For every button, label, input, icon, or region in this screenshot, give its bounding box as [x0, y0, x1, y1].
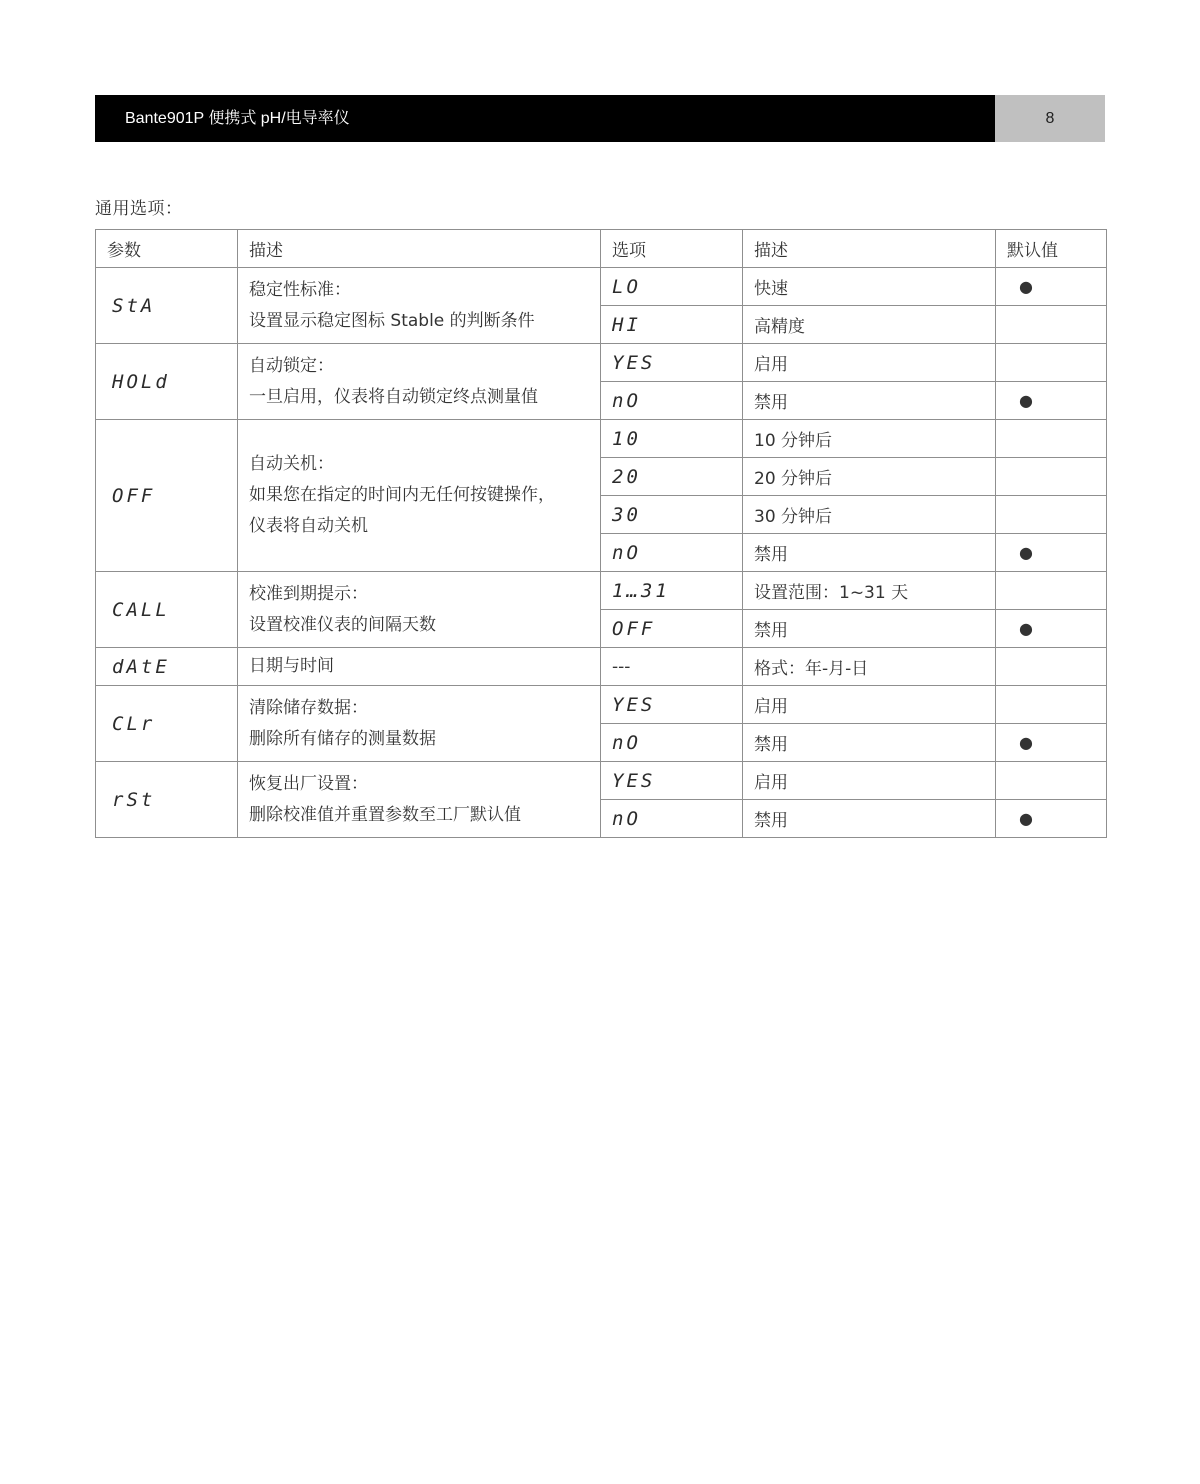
option-code-cell — [601, 534, 743, 572]
option-description: 10 分钟后 — [743, 420, 996, 458]
document-title: Bante901P 便携式 pH/电导率仪 — [95, 95, 995, 142]
default-cell — [996, 268, 1107, 306]
default-marker: ● — [1019, 276, 1033, 296]
default-cell — [996, 534, 1107, 572]
option-code: nO — [612, 731, 641, 754]
option-code-cell — [601, 382, 743, 420]
param-code: HOLd — [112, 370, 170, 393]
option-description: 高精度 — [743, 306, 996, 344]
option-code: --- — [612, 656, 631, 677]
column-header-description: 描述 — [238, 230, 601, 268]
default-cell — [996, 724, 1107, 762]
default-cell — [996, 762, 1107, 800]
option-code-cell — [601, 686, 743, 724]
description-line: 恢复出厂设置： — [249, 773, 368, 794]
default-marker: ● — [1019, 808, 1033, 828]
page-number: 8 — [995, 95, 1105, 142]
default-cell — [996, 458, 1107, 496]
description-line: 校准到期提示： — [249, 583, 368, 604]
description-line: 设置显示稳定图标 Stable 的判断条件 — [249, 310, 535, 331]
param-cell — [96, 420, 238, 572]
option-code-cell — [601, 306, 743, 344]
default-cell — [996, 800, 1107, 838]
table-row — [96, 686, 1107, 724]
option-description: 启用 — [743, 762, 996, 800]
page-header — [95, 95, 1105, 142]
default-cell — [996, 686, 1107, 724]
option-code-cell — [601, 724, 743, 762]
option-description: 快速 — [743, 268, 996, 306]
table-body — [96, 268, 1107, 838]
table-row — [96, 344, 1107, 382]
description-line: 稳定性标准： — [249, 279, 351, 300]
option-code-cell — [601, 610, 743, 648]
column-header-param: 参数 — [96, 230, 238, 268]
param-cell — [96, 648, 238, 686]
param-description — [249, 769, 600, 831]
column-header-option-description: 描述 — [743, 230, 996, 268]
option-code-cell — [601, 762, 743, 800]
default-marker: ● — [1019, 618, 1033, 638]
table-row — [96, 648, 1107, 686]
param-description-cell — [238, 344, 601, 420]
description-line: 自动关机： — [249, 454, 334, 474]
description-line: 删除校准值并重置参数至工厂默认值 — [249, 804, 521, 825]
param-description — [249, 351, 600, 413]
param-description-cell — [238, 268, 601, 344]
default-cell — [996, 496, 1107, 534]
option-code: YES — [612, 351, 656, 374]
option-code-cell — [601, 268, 743, 306]
option-code: 10 — [612, 427, 641, 450]
default-cell — [996, 420, 1107, 458]
option-description: 20 分钟后 — [743, 458, 996, 496]
section-title: 通用选项： — [95, 199, 183, 219]
option-code-cell — [601, 420, 743, 458]
option-description: 启用 — [743, 344, 996, 382]
option-description: 禁用 — [743, 382, 996, 420]
option-code: nO — [612, 389, 641, 412]
default-cell — [996, 306, 1107, 344]
param-description — [249, 693, 600, 755]
param-code: OFF — [112, 484, 156, 507]
param-cell — [96, 762, 238, 838]
param-cell — [96, 344, 238, 420]
option-code: YES — [612, 693, 656, 716]
option-code-cell — [601, 800, 743, 838]
param-code: StA — [112, 294, 156, 317]
param-description-cell — [238, 686, 601, 762]
description-line: 自动锁定： — [249, 355, 334, 376]
option-description: 禁用 — [743, 800, 996, 838]
option-code: YES — [612, 769, 656, 792]
param-code: dAtE — [112, 655, 170, 678]
options-table — [95, 229, 1107, 838]
option-code: HI — [612, 313, 641, 336]
option-description: 禁用 — [743, 610, 996, 648]
option-code-cell — [601, 572, 743, 610]
description-line: 一旦启用，仪表将自动锁定终点测量值 — [249, 386, 538, 407]
option-description: 30 分钟后 — [743, 496, 996, 534]
option-description: 格式：年-月-日 — [743, 648, 996, 686]
column-header-default: 默认值 — [996, 230, 1107, 268]
table-row — [96, 420, 1107, 458]
description-line: 如果您在指定的时间内无任何按键操作， — [249, 485, 555, 505]
param-cell — [96, 572, 238, 648]
option-code: OFF — [612, 617, 656, 640]
param-cell — [96, 686, 238, 762]
option-description: 设置范围：1~31 天 — [743, 572, 996, 610]
option-code: 20 — [612, 465, 641, 488]
option-code-cell — [601, 648, 743, 686]
param-description — [249, 579, 600, 641]
option-code-cell — [601, 344, 743, 382]
table-row — [96, 268, 1107, 306]
option-code: LO — [612, 275, 641, 298]
option-description: 禁用 — [743, 534, 996, 572]
description-line: 删除所有储存的测量数据 — [249, 728, 436, 749]
default-marker: ● — [1019, 390, 1033, 410]
param-description-cell — [238, 420, 601, 572]
option-description: 禁用 — [743, 724, 996, 762]
description-line: 仪表将自动关机 — [249, 516, 368, 536]
param-description-cell — [238, 648, 601, 686]
option-code: 1…31 — [612, 579, 670, 602]
default-cell — [996, 344, 1107, 382]
default-cell — [996, 382, 1107, 420]
param-code: rSt — [112, 788, 156, 811]
table-header-row — [96, 230, 1107, 268]
param-code: CALL — [112, 598, 170, 621]
table-row — [96, 762, 1107, 800]
description-line: 清除储存数据： — [249, 697, 368, 718]
default-marker: ● — [1019, 732, 1033, 752]
description-line: 日期与时间 — [249, 656, 334, 676]
default-cell — [996, 572, 1107, 610]
param-description-cell — [238, 762, 601, 838]
param-description-cell — [238, 572, 601, 648]
default-cell — [996, 610, 1107, 648]
option-code-cell — [601, 458, 743, 496]
option-description: 启用 — [743, 686, 996, 724]
option-code: 30 — [612, 503, 641, 526]
default-marker: ● — [1019, 542, 1033, 562]
option-code-cell — [601, 496, 743, 534]
option-code: nO — [612, 541, 641, 564]
default-cell — [996, 648, 1107, 686]
description-line: 设置校准仪表的间隔天数 — [249, 614, 436, 635]
param-cell — [96, 268, 238, 344]
param-code: CLr — [112, 712, 156, 735]
param-description — [249, 651, 600, 682]
param-description — [249, 275, 600, 337]
table-row — [96, 572, 1107, 610]
option-code: nO — [612, 807, 641, 830]
param-description — [249, 449, 600, 542]
column-header-option: 选项 — [601, 230, 743, 268]
